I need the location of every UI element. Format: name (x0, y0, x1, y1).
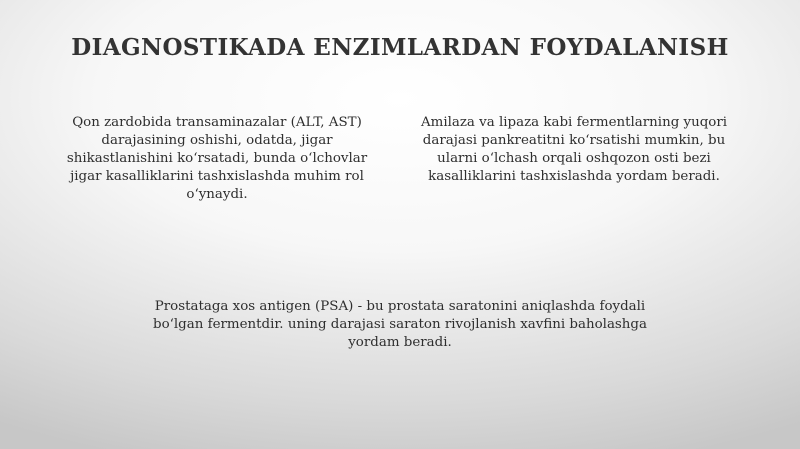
paragraph-transaminases: Qon zardobida transaminazalar (ALT, AST) darajasining oshishi, odatda, jigar shikastlanishini koʻrsatadi, bunda oʻlchovlar jigar kasalliklarini tashxislashda muhim rol oʻynaydi. (66, 115, 368, 202)
slide-title: DIAGNOSTIKADA ENZIMLARDAN FOYDALANISH (71, 34, 729, 61)
paragraph-amylase-lipase: Amilaza va lipaza kabi fermentlarning yuqori darajasi pankreatitni koʻrsatishi mumkin, bu ularni oʻlchash orqali oshqozon osti bezi kasalliklarini tashxislashda yordam beradi. (420, 115, 728, 184)
paragraph-psa: Prostataga xos antigen (PSA) - bu prostata saratonini aniqlashda foydali boʻlgan fermentdir. uning darajasi saraton rivojlanish xavfini baholashga yordam beradi. (153, 299, 647, 350)
